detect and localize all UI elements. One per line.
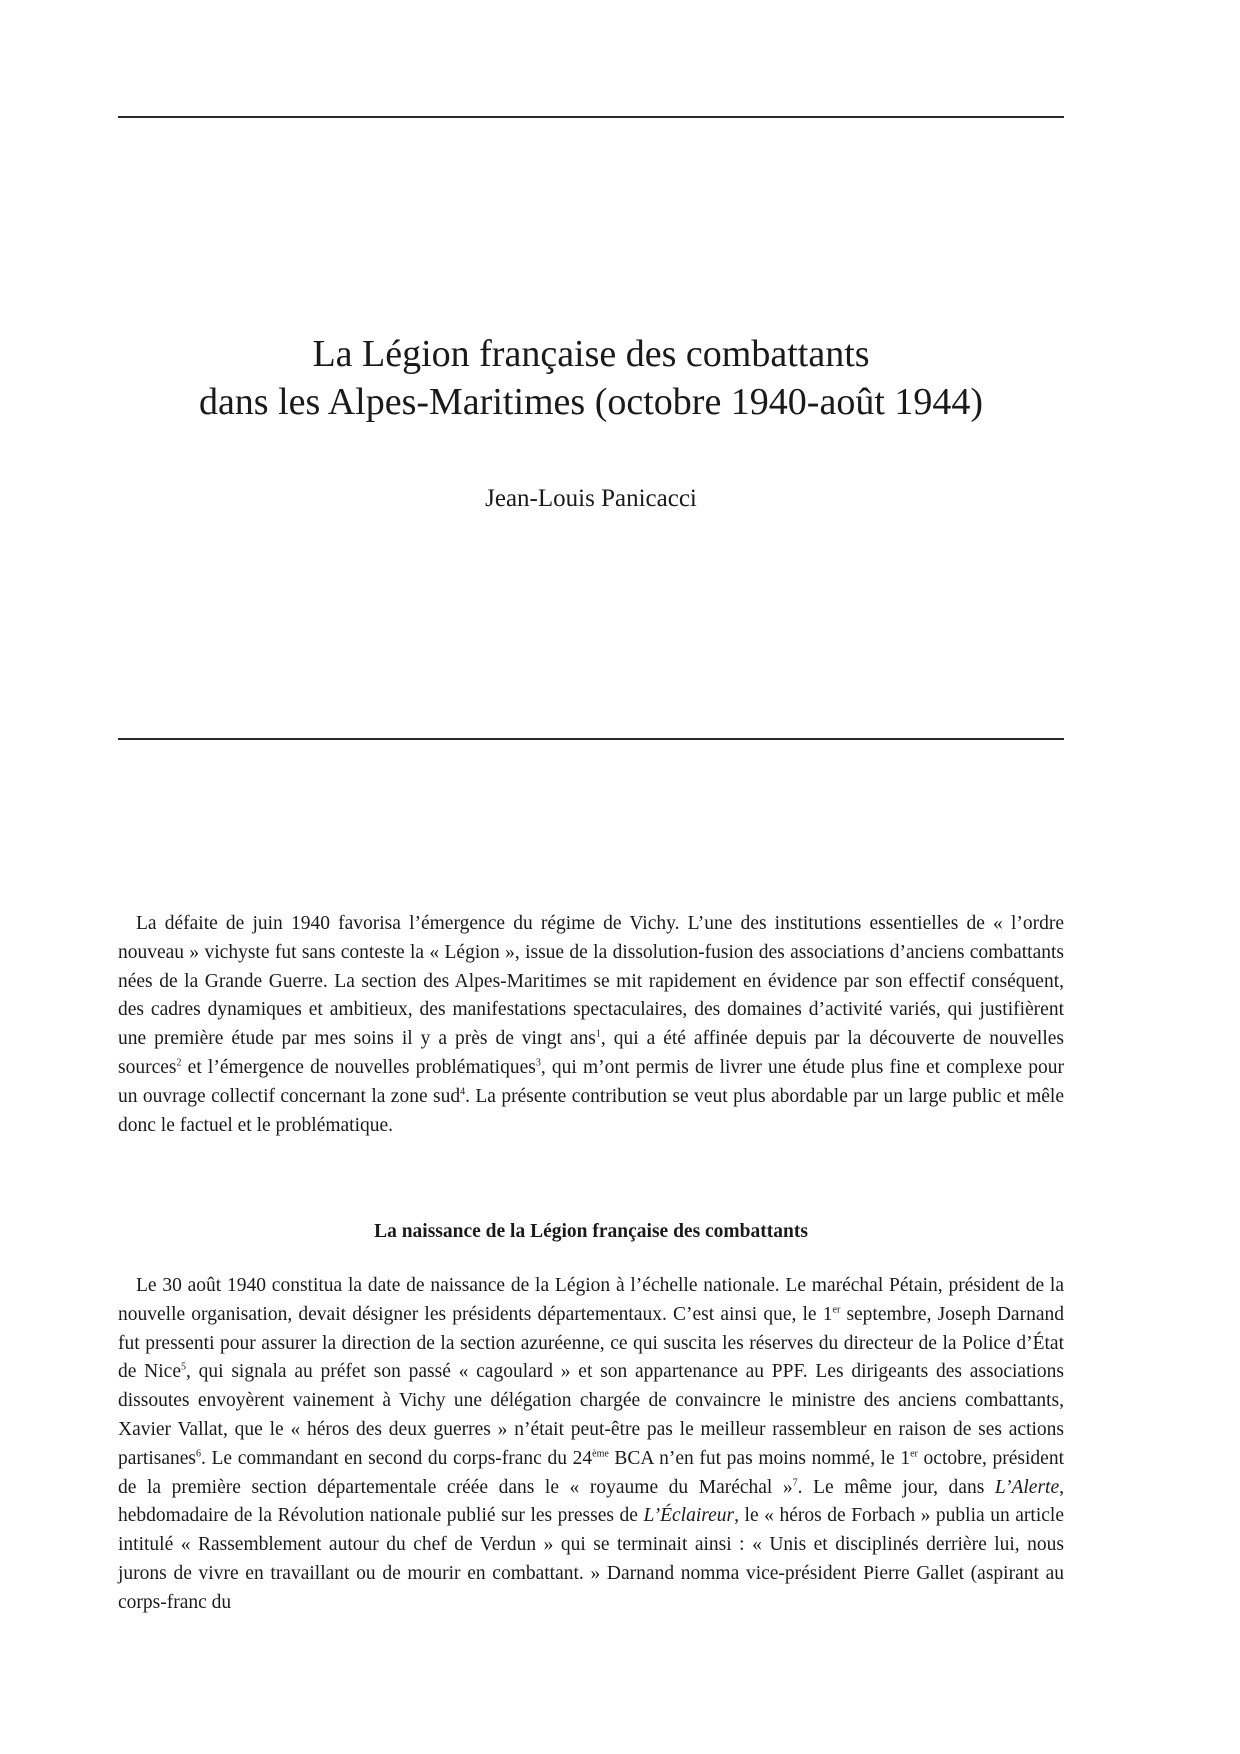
- intro-text: La défaite de juin 1940 favorisa l’émergence du régime de Vichy. L’une des institutions essentielles de « l’ordre nouveau » vichyste fut sans conteste la « Légion », issue de la dissolution-fusion des associations d’anciens combattants nées de la Grande Guerre. La section des Alpes-Maritimes se mit rapidement en évidence par son effectif conséquent, des cadres dynamiques et ambitieux, des manifestations spectaculaires, des domaines d’activité variés, qui justifièrent une première étude par mes soins il y a près de vingt ans: [118, 913, 1064, 1050]
- section-text: . Le même jour, dans: [797, 1476, 995, 1498]
- footnote-ref: 5: [181, 1361, 186, 1373]
- author-name: Jean-Louis Panicacci: [485, 485, 697, 512]
- title-line-2: dans les Alpes-Maritimes (octobre 1940-août 1944): [198, 381, 984, 423]
- footnote-ref: 2: [176, 1057, 182, 1069]
- top-rule: [118, 116, 1064, 118]
- section-text: . Le commandant en second du corps-franc du 24: [200, 1447, 593, 1469]
- intro-text: , qui m’ont permis de livrer une étude plus fine et complexe pour un ouvrage collectif concernant la zone sud: [118, 1056, 1064, 1107]
- article-title: [118, 330, 1064, 426]
- section-text: BCA n’en fut pas moins nommé, le 1: [608, 1447, 911, 1469]
- section-heading: La naissance de la Légion française des combattants: [374, 1221, 808, 1242]
- footnote-ref: 6: [195, 1448, 201, 1460]
- title-line-1: La Légion française des combattants: [312, 333, 870, 375]
- ordinal-suffix: ème: [592, 1448, 609, 1460]
- footnote-ref: 3: [535, 1057, 541, 1069]
- ordinal-suffix: er: [832, 1304, 841, 1316]
- section-text: , le « héros de Forbach » publia un article intitulé « Rassemblement autour du chef de Verdun » qui se terminait ainsi : « Unis et disciplinés derrière lui, nous jurons de vivre en travaillant ou de mourir en combattant. » Darnand nomma vice-président Pierre Gallet (aspirant au corps-franc du: [118, 1505, 1064, 1613]
- footnote-ref: 7: [792, 1477, 798, 1489]
- intro-text: , qui a été affinée depuis par la découverte de nouvelles sources: [118, 1028, 1064, 1078]
- publication-title: L’Alerte: [994, 1476, 1060, 1498]
- section-paragraph: [118, 1272, 1064, 1618]
- section-text: septembre, Joseph Darnand fut pressenti pour assurer la direction de la section azuréenne, ce qui suscita les réserves du directeur de la Police d’État de Nice: [118, 1303, 1064, 1383]
- section-text: octobre, président de la première section départementale créée dans le « royaume du Maréchal »: [118, 1447, 1064, 1498]
- intro-paragraph: [118, 910, 1064, 1140]
- section-text: , qui signala au préfet son passé « cagoulard » et son appartenance au PPF. Les dirigeants des associations dissoutes envoyèrent vainement à Vichy une délégation chargée de convaincre le ministre des anciens combattants, Xavier Vallat, que le « héros des deux guerres » n’était peut-être pas le meilleur rassembleur en raison de ses actions partisanes: [118, 1361, 1065, 1469]
- intro-text: et l’émergence de nouvelles problématiques: [181, 1056, 536, 1078]
- footnote-ref: 4: [460, 1086, 466, 1098]
- bottom-rule: [118, 738, 1064, 740]
- footnote-ref: 1: [595, 1028, 601, 1040]
- section-text: Le 30 août 1940 constitua la date de naissance de la Légion à l’échelle nationale. Le maréchal Pétain, président de la nouvelle organisation, devait désigner les présidents départementaux. C’est ainsi que, le 1: [118, 1275, 1064, 1325]
- publication-title: L’Éclaireur: [643, 1505, 735, 1527]
- ordinal-suffix: er: [910, 1448, 918, 1460]
- section-text: , hebdomadaire de la Révolution nationale publié sur les presses de: [118, 1476, 1064, 1527]
- intro-text: . La présente contribution se veut plus abordable par un large public et mêle donc le factuel et le problématique.: [118, 1085, 1064, 1136]
